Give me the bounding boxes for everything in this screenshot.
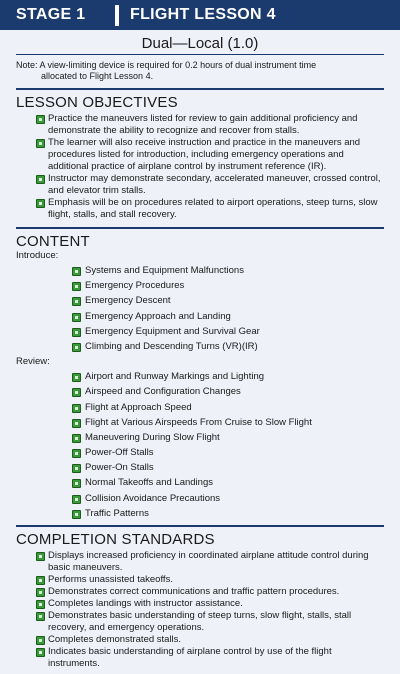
header-bar xyxy=(0,0,400,30)
checkbox-icon xyxy=(72,313,81,322)
checkbox-icon xyxy=(72,343,81,352)
objectives-list xyxy=(36,113,384,221)
list-item xyxy=(36,586,384,598)
checkbox-icon xyxy=(72,464,81,473)
list-item xyxy=(36,197,384,221)
item-text: Demonstrates correct communications and traffic pattern procedures. xyxy=(48,586,340,597)
item-text: Traffic Patterns xyxy=(85,507,149,519)
list-item xyxy=(72,386,400,401)
list-item xyxy=(72,295,400,310)
checkbox-icon xyxy=(72,373,81,382)
list-item xyxy=(72,447,400,462)
list-item xyxy=(72,341,400,356)
checkbox-icon xyxy=(36,139,45,148)
checkbox-icon xyxy=(36,175,45,184)
checkbox-icon xyxy=(72,434,81,443)
checkbox-icon xyxy=(72,419,81,428)
checkbox-icon xyxy=(72,449,81,458)
checkbox-icon xyxy=(72,297,81,306)
list-item xyxy=(72,326,400,341)
checkbox-icon xyxy=(36,576,45,585)
checkbox-icon xyxy=(72,282,81,291)
list-item xyxy=(36,646,384,670)
item-text: Displays increased proficiency in coordinated airplane attitude control during basic maneuvers. xyxy=(48,550,369,573)
item-text: Airspeed and Configuration Changes xyxy=(85,386,241,398)
list-item xyxy=(36,610,384,634)
section-rule xyxy=(16,525,384,527)
checkbox-icon xyxy=(36,600,45,609)
note xyxy=(16,60,384,82)
list-item xyxy=(36,173,384,197)
introduce-list xyxy=(72,265,400,356)
checkbox-icon xyxy=(36,552,45,561)
checkbox-icon xyxy=(36,636,45,645)
list-item xyxy=(36,113,384,137)
item-text: Emphasis will be on procedures related to airport operations, steep turns, slow flight, stalls, and stall recovery. xyxy=(48,197,378,220)
list-item xyxy=(36,550,384,574)
list-item xyxy=(72,311,400,326)
checkbox-icon xyxy=(72,388,81,397)
item-text: Flight at Various Airspeeds From Cruise to Slow Flight xyxy=(85,416,312,428)
item-text: Maneuvering During Slow Flight xyxy=(85,431,220,443)
header-divider xyxy=(115,5,119,26)
introduce-label: Introduce: xyxy=(16,250,59,261)
item-text: Completes landings with instructor assistance. xyxy=(48,598,243,609)
item-text: Emergency Equipment and Survival Gear xyxy=(85,325,260,337)
list-item xyxy=(72,417,400,432)
standards-heading: COMPLETION STANDARDS xyxy=(16,531,215,548)
lesson-subtitle: Dual—Local (1.0) xyxy=(141,35,259,52)
item-text: Emergency Procedures xyxy=(85,280,185,292)
review-label: Review: xyxy=(16,356,50,368)
list-item xyxy=(72,265,400,280)
lesson-title: FLIGHT LESSON 4 xyxy=(130,6,276,23)
item-text: Power-On Stalls xyxy=(85,462,154,474)
content-heading: CONTENT xyxy=(16,233,90,250)
section-rule xyxy=(16,227,384,229)
list-item xyxy=(72,280,400,295)
checkbox-icon xyxy=(72,267,81,276)
checkbox-icon xyxy=(36,115,45,124)
checkbox-icon xyxy=(72,495,81,504)
checkbox-icon xyxy=(36,588,45,597)
item-text: Flight at Approach Speed xyxy=(85,401,192,413)
note-line-1: Note: A view-limiting device is required for 0.2 hours of dual instrument time xyxy=(16,60,317,70)
item-text: Emergency Approach and Landing xyxy=(85,310,231,322)
checkbox-icon xyxy=(36,199,45,208)
item-text: Climbing and Descending Turns (VR)(IR) xyxy=(85,340,258,352)
item-text: Airport and Runway Markings and Lighting xyxy=(85,371,265,383)
item-text: The learner will also receive instruction and practice in the maneuvers and procedures listed for introduction, including emergency operations and additional practice of airplane control by instrument reference (IR). xyxy=(48,137,361,172)
section-rule xyxy=(16,88,384,90)
checkbox-icon xyxy=(72,510,81,519)
item-text: Demonstrates basic understanding of steep turns, slow flight, stalls, stall recovery, and emergency operations. xyxy=(48,610,352,633)
list-item xyxy=(72,402,400,417)
item-text: Collision Avoidance Precautions xyxy=(85,492,221,504)
item-text: Emergency Descent xyxy=(85,295,171,307)
checkbox-icon xyxy=(72,328,81,337)
list-item xyxy=(72,493,400,508)
list-item xyxy=(36,598,384,610)
review-list xyxy=(72,371,400,523)
checkbox-icon xyxy=(36,648,45,657)
item-text: Normal Takeoffs and Landings xyxy=(85,477,213,489)
list-item xyxy=(36,634,384,646)
stage-label: STAGE 1 xyxy=(16,6,86,23)
item-text: Systems and Equipment Malfunctions xyxy=(85,265,244,276)
list-item xyxy=(72,432,400,447)
subtitle-rule xyxy=(16,54,384,55)
item-text: Indicates basic understanding of airplane control by use of the flight instruments. xyxy=(48,646,332,669)
list-item xyxy=(72,477,400,492)
item-text: Power-Off Stalls xyxy=(85,447,154,459)
checkbox-icon xyxy=(36,612,45,621)
item-text: Instructor may demonstrate secondary, accelerated maneuver, crossed control, and elevator trim stalls. xyxy=(48,173,381,196)
item-text: Completes demonstrated stalls. xyxy=(48,634,182,645)
checkbox-icon xyxy=(72,479,81,488)
list-item xyxy=(36,137,384,173)
list-item xyxy=(72,508,400,523)
list-item xyxy=(36,574,384,586)
checkbox-icon xyxy=(72,404,81,413)
item-text: Practice the maneuvers listed for review to gain additional proficiency and demonstrate the ability to recognize and recover from stalls. xyxy=(48,113,358,136)
objectives-heading: LESSON OBJECTIVES xyxy=(16,94,178,111)
note-line-2: allocated to Flight Lesson 4. xyxy=(41,71,154,81)
item-text: Performs unassisted takeoffs. xyxy=(48,574,173,585)
list-item xyxy=(72,462,400,477)
list-item xyxy=(72,371,400,386)
standards-list xyxy=(36,550,384,670)
